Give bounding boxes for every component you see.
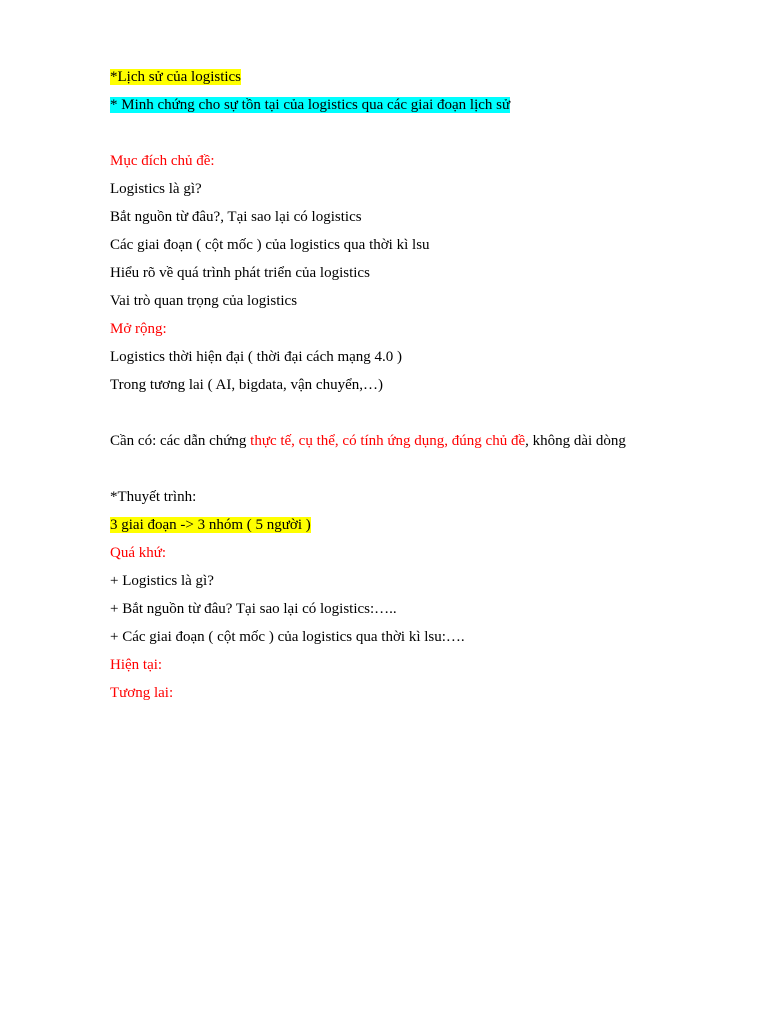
doc-subtitle: * Minh chứng cho sự tồn tại của logistics qua các giai đoạn lịch sử: [110, 97, 511, 113]
requirement-line: [110, 432, 626, 450]
past-item: + Logistics là gì?: [110, 573, 214, 589]
requirement-suffix: , không dài dòng: [525, 433, 626, 449]
expand-item: Trong tương lai ( AI, bigdata, vận chuyển,…): [110, 377, 383, 393]
requirement-prefix: Cần có: các dẫn chứng: [110, 433, 251, 449]
purpose-heading: Mục đích chủ đề:: [110, 153, 215, 169]
title-line: [110, 68, 241, 86]
presentation-plan-line: [110, 516, 311, 534]
past-item: + Các giai đoạn ( cột mốc ) của logistics qua thời kì lsu:….: [110, 629, 465, 645]
purpose-item: Bắt nguồn từ đâu?, Tại sao lại có logistics: [110, 209, 362, 225]
requirement-highlight: thực tế, cụ thể, có tính ứng dụng, đúng chủ đề: [250, 433, 526, 449]
subtitle-line: [110, 96, 510, 114]
purpose-item: Các giai đoạn ( cột mốc ) của logistics qua thời kì lsu: [110, 237, 430, 253]
purpose-item: Vai trò quan trọng của logistics: [110, 293, 298, 309]
purpose-item: Hiểu rõ về quá trình phát triển của logistics: [110, 265, 370, 281]
expand-heading: Mở rộng:: [110, 321, 167, 337]
present-heading: Hiện tại:: [110, 657, 163, 673]
doc-title: *Lịch sử của logistics: [110, 69, 242, 85]
expand-item: Logistics thời hiện đại ( thời đại cách mạng 4.0 ): [110, 349, 403, 365]
presentation-plan: 3 giai đoạn -> 3 nhóm ( 5 người ): [110, 517, 311, 533]
purpose-item: Logistics là gì?: [110, 181, 202, 197]
presentation-heading: *Thuyết trình:: [110, 489, 197, 505]
past-item: + Bắt nguồn từ đâu? Tại sao lại có logistics:…..: [110, 601, 397, 617]
past-heading: Quá khứ:: [110, 545, 167, 561]
future-heading: Tương lai:: [110, 685, 174, 701]
